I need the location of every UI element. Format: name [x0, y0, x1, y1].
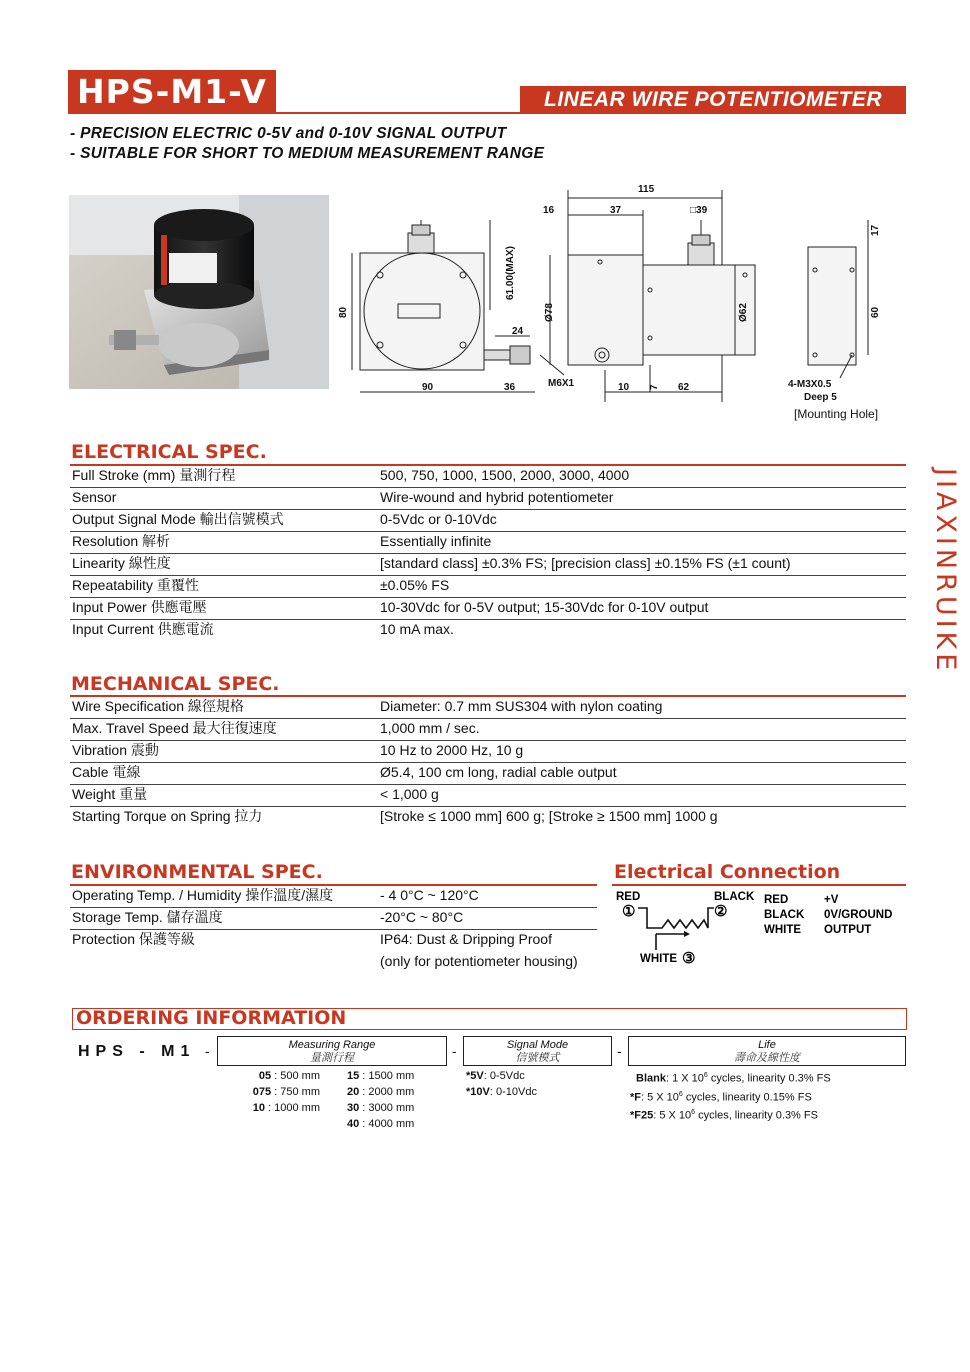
wire-red-label: RED: [616, 891, 641, 903]
dim-90: 90: [422, 382, 434, 393]
range-option: 30 : 3000 mm: [347, 1102, 415, 1114]
range-option: 20 : 2000 mm: [347, 1086, 415, 1098]
range-options-a: [230, 1068, 320, 1116]
range-options-b: [347, 1068, 414, 1132]
spec-row: Resolution 解析 Essentially infinite: [70, 531, 906, 554]
dim-10: 10: [618, 382, 630, 393]
wire-black-label: BLACK: [714, 891, 755, 903]
dim-80: 80: [338, 306, 349, 318]
wiring-diagram: [612, 888, 906, 988]
brand-text: JIAXINRUIKE: [930, 468, 961, 675]
separator: -: [617, 1043, 622, 1059]
dim-78: Ø78: [544, 303, 555, 322]
life-options: [630, 1068, 831, 1124]
mounting-hole-label: [Mounting Hole]: [794, 407, 879, 421]
separator: -: [205, 1043, 210, 1059]
spec-row: Protection 保護等級 IP64: Dust & Dripping Proof: [72, 931, 552, 947]
dim-36: 36: [504, 382, 516, 393]
spec-row: Input Current 供應電流 10 mA max.: [72, 621, 454, 637]
dim-39: □39: [690, 205, 708, 216]
wire-white-label: WHITE: [640, 953, 678, 965]
spec-row: Operating Temp. / Humidity 操作溫度/濕度 - 4 0°C ~ 120°C: [70, 885, 597, 908]
product-photo: [69, 195, 329, 389]
order-model: HPS - M1: [78, 1043, 196, 1060]
signal-option: *10V: 0-10Vdc: [466, 1086, 537, 1098]
product-title: LINEAR WIRE POTENTIOMETER: [520, 86, 906, 114]
spec-row: (only for potentiometer housing): [380, 953, 578, 969]
environmental-heading: ENVIRONMENTAL SPEC.: [71, 861, 323, 883]
dim-62: Ø62: [738, 303, 749, 322]
signal-box: [463, 1036, 612, 1066]
range-title-cn: 量測行程: [310, 1052, 354, 1064]
wire-red-num: ①: [622, 903, 636, 920]
mechanical-heading: MECHANICAL SPEC.: [71, 673, 280, 695]
section-rule: [612, 884, 906, 886]
dim-60: 60: [870, 306, 881, 318]
spec-row: Repeatability 重覆性 ±0.05% FS: [70, 575, 906, 598]
dim-m6: M6X1: [548, 378, 575, 389]
model-title: HPS-M1-V: [68, 70, 276, 114]
life-title: Life: [758, 1039, 776, 1051]
spec-row: Cable 電線 Ø5.4, 100 cm long, radial cable output: [70, 762, 906, 785]
feature-list: [70, 124, 544, 164]
feature-item: - SUITABLE FOR SHORT TO MEDIUM MEASUREMENT RANGE: [70, 145, 545, 162]
legend-color: BLACK: [764, 909, 805, 921]
dim-115: 115: [638, 184, 655, 195]
range-title: Measuring Range: [288, 1039, 376, 1051]
dim-62b: 62: [678, 382, 690, 393]
signal-option: *5V: 0-5Vdc: [466, 1070, 525, 1082]
signal-title-cn: 信號模式: [515, 1052, 560, 1064]
feature-item: - PRECISION ELECTRIC 0-5V and 0-10V SIGNAL OUTPUT: [70, 125, 507, 142]
legend-color: RED: [764, 894, 789, 906]
range-option: 10 : 1000 mm: [252, 1102, 320, 1114]
range-box: [217, 1036, 447, 1066]
separator: -: [452, 1043, 457, 1059]
spec-row: Sensor Wire-wound and hybrid potentiometer: [70, 487, 906, 510]
connection-heading: Electrical Connection: [614, 861, 841, 883]
wire-black-num: ②: [714, 903, 728, 920]
legend-color: WHITE: [764, 924, 802, 936]
spec-row: Linearity 線性度 [standard class] ±0.3% FS; [precision class] ±0.15% FS (±1 count): [70, 553, 906, 576]
dim-61: 61.00(MAX): [505, 246, 516, 300]
signal-options: [466, 1068, 537, 1100]
dim-7: 7: [649, 384, 660, 390]
life-option: *F25: 5 X $10^6$ cycles, linearity 0.3% FS: [630, 1109, 818, 1122]
dim-17: 17: [870, 224, 881, 236]
legend-function: +V: [824, 894, 839, 906]
legend-function: OUTPUT: [824, 924, 872, 936]
legend-function: 0V/GROUND: [824, 909, 893, 921]
range-option: 15 : 1500 mm: [347, 1070, 415, 1082]
spec-row: Full Stroke (mm) 量測行程 500, 750, 1000, 1500, 2000, 3000, 4000: [70, 465, 906, 488]
spec-row: Output Signal Mode 輸出信號模式 0-5Vdc or 0-10Vdc: [70, 509, 906, 532]
range-option: 075 : 750 mm: [252, 1086, 320, 1098]
ordering-heading: ORDERING INFORMATION: [76, 1007, 347, 1029]
life-option: *F: 5 X $10^6$ cycles, linearity 0.15% FS: [630, 1090, 812, 1104]
dim-24: 24: [512, 326, 524, 337]
spec-row: Max. Travel Speed 最大往復速度 1,000 mm / sec.: [70, 718, 906, 741]
spec-row: Input Power 供應電壓 10-30Vdc for 0-5V output; 15-30Vdc for 0-10V output: [70, 597, 906, 620]
range-option: 05 : 500 mm: [258, 1070, 320, 1082]
signal-title: Signal Mode: [506, 1039, 569, 1051]
dim-16: 16: [543, 205, 555, 216]
spec-row: Storage Temp. 儲存溫度 -20°C ~ 80°C: [70, 907, 597, 930]
spec-row: Weight 重量 < 1,000 g: [70, 784, 906, 807]
dim-37: 37: [610, 205, 622, 216]
life-box: [628, 1036, 906, 1066]
spec-row: Vibration 震動 10 Hz to 2000 Hz, 10 g: [70, 740, 906, 763]
range-option: 40 : 4000 mm: [347, 1118, 415, 1130]
life-title-cn: 壽命及線性度: [734, 1052, 800, 1064]
spec-row: Starting Torque on Spring 拉力 [Stroke ≤ 1000 mm] 600 g; [Stroke ≥ 1500 mm] 1000 g: [72, 808, 718, 824]
spec-row: Wire Specification 線徑規格 Diameter: 0.7 mm SUS304 with nylon coating: [70, 696, 906, 719]
resistor-symbol: [638, 908, 714, 928]
hole-depth: Deep 5: [804, 392, 837, 403]
brand-vertical: [930, 468, 961, 698]
hole-spec: 4-M3X0.5: [788, 379, 832, 390]
wire-white-num: ③: [682, 950, 696, 967]
dimension-drawing: [330, 180, 910, 430]
life-option: Blank: 1 X $10^6$ cycles, linearity 0.3% FS: [636, 1072, 831, 1085]
electrical-heading: ELECTRICAL SPEC.: [71, 441, 267, 463]
